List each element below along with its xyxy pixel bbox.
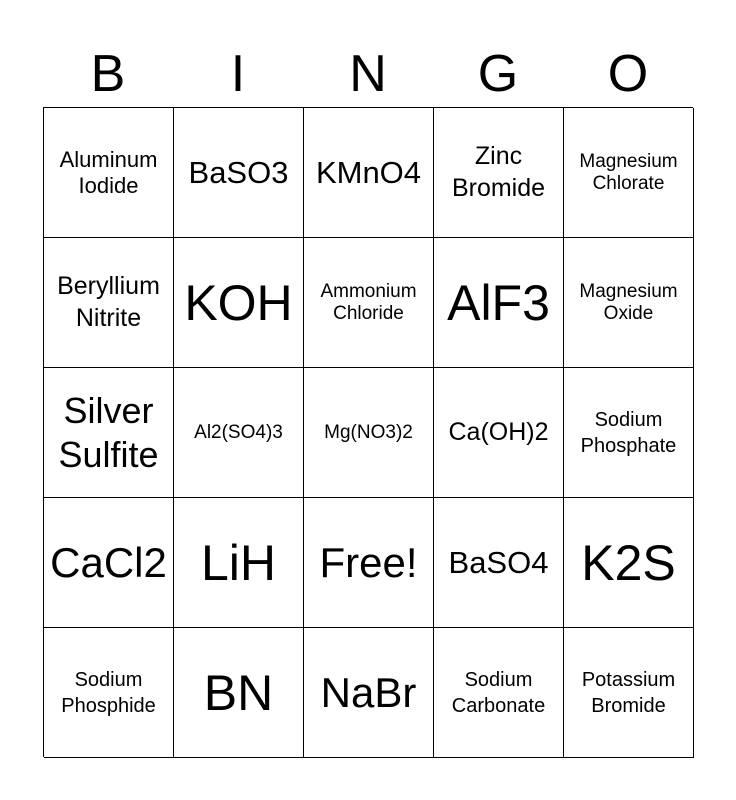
bingo-cell[interactable]: BN bbox=[174, 628, 304, 758]
bingo-cell[interactable]: BaSO4 bbox=[434, 498, 564, 628]
bingo-cell[interactable]: Silver Sulfite bbox=[44, 368, 174, 498]
bingo-cell[interactable]: Sodium Phosphide bbox=[44, 628, 174, 758]
bingo-cell[interactable]: AlF3 bbox=[434, 238, 564, 368]
header-letter-g: G bbox=[477, 45, 519, 103]
header-letter-o: O bbox=[607, 45, 649, 103]
bingo-cell[interactable]: BaSO3 bbox=[174, 108, 304, 238]
bingo-cell[interactable]: KMnO4 bbox=[304, 108, 434, 238]
bingo-cell[interactable]: Al2(SO4)3 bbox=[174, 368, 304, 498]
bingo-cell[interactable]: Sodium Phosphate bbox=[564, 368, 694, 498]
bingo-cell[interactable]: CaCl2 bbox=[44, 498, 174, 628]
bingo-cell[interactable]: NaBr bbox=[304, 628, 434, 758]
header-letter-b: B bbox=[90, 45, 126, 103]
bingo-grid bbox=[43, 107, 693, 757]
bingo-cell[interactable]: Magnesium Chlorate bbox=[564, 108, 694, 238]
bingo-cell[interactable]: LiH bbox=[174, 498, 304, 628]
header-letter-i: I bbox=[230, 45, 246, 103]
bingo-cell[interactable]: Sodium Carbonate bbox=[434, 628, 564, 758]
bingo-cell[interactable]: Ammonium Chloride bbox=[304, 238, 434, 368]
bingo-cell free-space[interactable]: Free! bbox=[304, 498, 434, 628]
bingo-cell[interactable]: KOH bbox=[174, 238, 304, 368]
bingo-cell[interactable]: Ca(OH)2 bbox=[434, 368, 564, 498]
bingo-cell[interactable]: Beryllium Nitrite bbox=[44, 238, 174, 368]
header-letter-n: N bbox=[349, 45, 387, 103]
bingo-cell[interactable]: Mg(NO3)2 bbox=[304, 368, 434, 498]
bingo-cell[interactable]: Magnesium Oxide bbox=[564, 238, 694, 368]
bingo-cell[interactable]: Aluminum Iodide bbox=[44, 108, 174, 238]
bingo-cell[interactable]: Zinc Bromide bbox=[434, 108, 564, 238]
bingo-cell[interactable]: Potassium Bromide bbox=[564, 628, 694, 758]
bingo-cell[interactable]: K2S bbox=[564, 498, 694, 628]
bingo-header bbox=[43, 40, 693, 108]
